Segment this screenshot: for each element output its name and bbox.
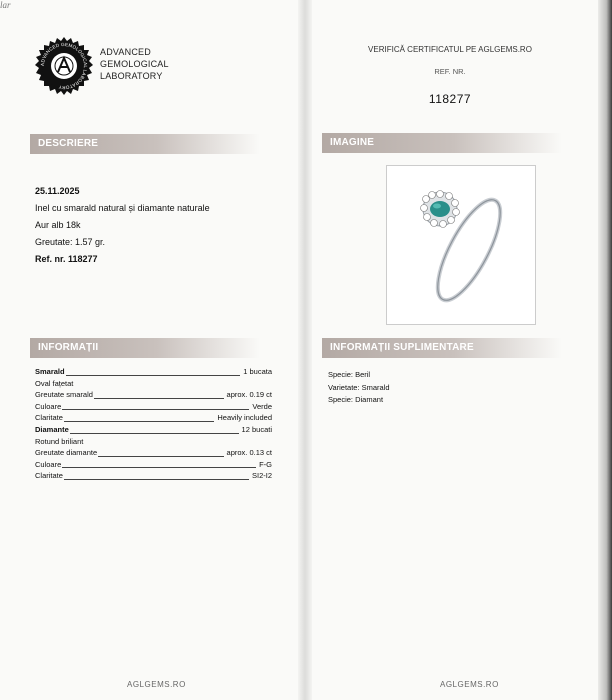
supplementary-block [328,369,390,407]
info-row-label: Oval fațetat [35,378,74,388]
info-row-underline [62,467,256,468]
description-title: Inel cu smarald natural și diamante naturale [35,203,210,213]
info-row-value: Heavily included [217,413,272,423]
lab-name-line3: LABORATORY [100,71,163,81]
section-info-title: INFORMAȚII [38,342,99,353]
agl-seal-logo [34,36,94,96]
info-row-label: Culoare [35,401,62,411]
info-row-label: Culoare [35,459,62,469]
info-row [35,412,272,424]
section-supplementary-band [322,338,562,358]
info-row-underline [62,409,249,410]
section-supplementary-title: INFORMAȚII SUPLIMENTARE [330,342,474,353]
footer-right: AGLGEMS.RO [440,680,499,689]
supplementary-line3: Specie: Diamant [328,395,384,404]
ref-number: 118277 [428,92,472,106]
info-row-underline [64,421,214,422]
info-row-underline [66,375,240,376]
info-row-label: Rotund briliant [35,436,84,446]
description-metal: Aur alb 18k [35,220,81,230]
info-row [35,436,272,448]
lab-name-line2: GEMOLOGICAL [100,59,169,69]
footer-left: AGLGEMS.RO [127,680,186,689]
info-row [35,401,272,413]
info-row-underline [64,479,249,480]
info-row-label: Greutate diamante [35,448,98,458]
info-row-underline [98,456,224,457]
info-row-value: 1 bucata [243,367,272,376]
scan-edge-text: lar [0,0,11,10]
lab-name [100,46,169,82]
info-row-value: Verde [252,401,272,411]
ring-image [387,166,535,324]
emerald-stone [430,201,450,217]
info-row-value: aprox. 0.19 ct [226,390,272,400]
section-description-band [30,134,260,154]
info-row [35,470,272,482]
info-row-label: Diamante [35,424,69,434]
supplementary-line1: Specie: Beril [328,370,371,379]
section-image-band [322,133,562,153]
seal-ring-text: ADVANCED GEMOLOGICAL LABORATORY [39,41,89,91]
lab-name-line1: ADVANCED [100,47,151,57]
section-description-title: DESCRIERE [38,138,99,149]
info-row [35,447,272,459]
info-row [35,389,272,401]
info-row-label: Claritate [35,471,63,481]
description-date: 25.11.2025 [35,186,80,196]
supplementary-line2: Varietate: Smarald [328,382,390,392]
page-edge [598,0,612,700]
verify-text: VERIFICĂ CERTIFICATUL PE AGLGEMS.RO [368,45,532,54]
info-row-value: F-G [259,459,272,469]
section-info-band [30,338,260,358]
info-row-label: Smarald [35,367,65,376]
info-row [35,424,272,436]
info-table [35,366,272,482]
info-row-value: aprox. 0.13 ct [226,448,272,458]
info-row-value: SI2-I2 [251,471,272,481]
book-spine [298,0,312,700]
description-ref: Ref. nr. 118277 [35,254,98,264]
info-row-label: Greutate smarald [35,390,93,400]
info-row [35,378,272,390]
description-weight: Greutate: 1.57 gr. [35,237,106,247]
ref-label: REF. NR. [434,67,466,76]
info-row-label: Claritate [35,413,63,423]
info-row [35,459,272,471]
info-row [35,366,272,378]
ring-photo-frame [386,165,536,325]
info-row-value: 12 bucati [241,424,272,434]
description-block [35,183,210,268]
info-row-underline [70,433,239,434]
section-image-title: IMAGINE [330,137,375,148]
info-row-underline [94,398,224,399]
